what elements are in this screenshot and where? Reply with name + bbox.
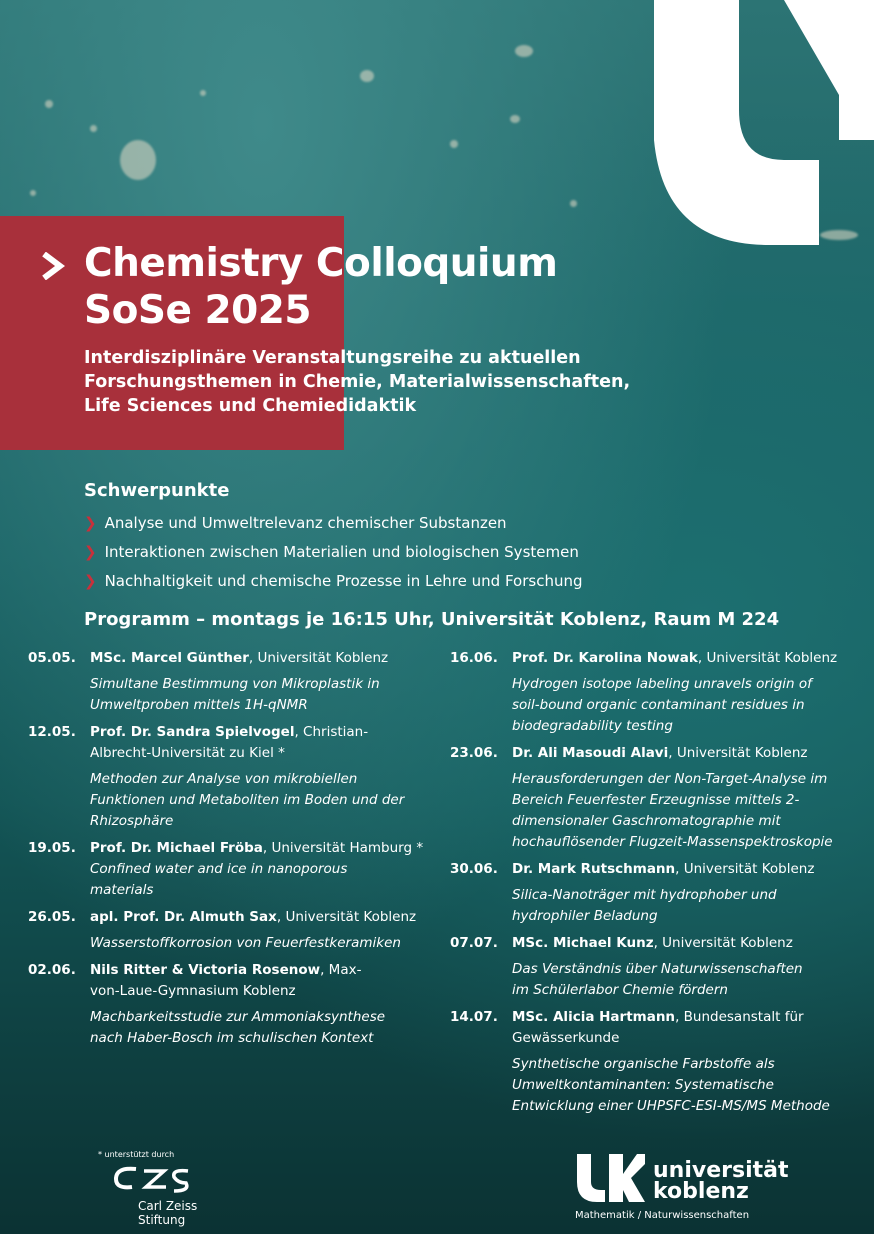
chevron-right-icon: ❯ [84,543,97,561]
chevron-right-icon [40,252,66,280]
entry-date: 23.06. [450,745,498,761]
speaker-name: Nils Ritter & Victoria Rosenow [90,962,321,978]
czs-monogram-icon [108,1163,198,1195]
program-heading: Programm – montags je 16:15 Uhr, Universität Koblenz, Raum M 224 [84,609,780,630]
entry-date: 12.05. [28,724,76,740]
program-entry [28,907,433,954]
speaker-affiliation: , Bundesanstalt für Gewässerkunde [512,1009,804,1046]
faculty-name: Mathematik / Naturwissenschaften [575,1210,750,1221]
uni-name-line-1: universität [653,1158,789,1183]
entry-talk-title: Wasserstoffkorrosion von Feuerfestkeramiken [90,935,401,951]
speaker-affiliation: , Max-von-Laue-Gymnasium Koblenz [90,962,362,999]
speaker-name: MSc. Michael Kunz [512,935,654,951]
speaker-affiliation: , Universität Koblenz [653,935,793,951]
program-entry [450,1007,860,1117]
chevron-right-icon: ❯ [84,572,97,590]
entry-speaker [90,960,390,1002]
speaker-name: Prof. Dr. Sandra Spielvogel [90,724,295,740]
entry-talk-title: Das Verständnis über Naturwissenschaften im Schülerlabor Chemie fördern [512,961,803,998]
speaker-affiliation: , Christian-Albrecht-Universität zu Kiel * [90,724,369,761]
focus-list [84,509,582,596]
program-entry [28,838,433,901]
subtitle-line-3: Life Sciences und Chemiedidaktik [84,396,417,416]
entry-date: 02.06. [28,962,76,978]
entry-date: 14.07. [450,1009,498,1025]
focus-item-text: Analyse und Umweltrelevanz chemischer Substanzen [104,514,507,532]
focus-item-text: Nachhaltigkeit und chemische Prozesse in Lehre und Forschung [104,572,583,590]
support-note: * unterstützt durch [98,1150,175,1159]
entry-speaker [512,648,860,669]
page-subtitle [84,346,644,418]
uk-logo-large-icon [584,0,874,245]
focus-item [84,567,582,596]
entry-talk-title: Silica-Nanoträger mit hydrophober und hydrophiler Beladung [512,887,777,924]
subtitle-line-1: Interdisziplinäre Veranstaltungsreihe zu aktuellen [84,348,581,368]
program-entry [450,933,860,1001]
entry-speaker [512,743,860,764]
program-entry [28,722,433,832]
entry-date: 30.06. [450,861,498,877]
carl-zeiss-stiftung-logo [98,1150,198,1227]
czs-name-line-2: Stiftung [138,1213,186,1227]
program-column-right [450,648,860,1117]
speaker-name: Dr. Ali Masoudi Alavi [512,745,669,761]
entry-date: 07.07. [450,935,498,951]
speaker-affiliation: , Universität Koblenz [675,861,815,877]
entry-talk-title: Methoden zur Analyse von mikrobiellen Funktionen und Metaboliten im Boden und der Rhizosphäre [90,771,405,829]
entry-date: 19.05. [28,840,76,856]
entry-talk-title: Synthetische organische Farbstoffe als Umweltkontaminanten: Systematische Entwicklung einer UHPSFC-ESI-MS/MS Methode [512,1056,830,1114]
focus-item [84,538,582,567]
program-entry [28,960,433,1049]
title-line-1: Chemistry Colloquium [84,241,558,286]
program-entry [28,648,433,716]
focus-item [84,509,582,538]
entry-speaker [90,907,433,928]
title-line-2: SoSe 2025 [84,288,312,333]
speaker-affiliation: , Universität Hamburg * [262,840,424,856]
speaker-name: MSc. Alicia Hartmann [512,1009,676,1025]
speaker-name: Dr. Mark Rutschmann [512,861,676,877]
entry-speaker [90,838,433,859]
entry-speaker [90,648,433,669]
entry-date: 05.05. [28,650,76,666]
entry-date: 16.06. [450,650,498,666]
speaker-name: Prof. Dr. Michael Fröba [90,840,263,856]
speaker-affiliation: , Universität Koblenz [697,650,838,666]
speaker-name: apl. Prof. Dr. Almuth Sax [90,909,277,925]
speaker-affiliation: , Universität Koblenz [248,650,389,666]
entry-talk-title: Hydrogen isotope labeling unravels origin of soil-bound organic contaminant residues in biodegradability testing [512,676,812,734]
entry-speaker [512,933,860,954]
czs-name-line-1: Carl Zeiss [138,1199,198,1213]
entry-speaker [512,1007,822,1049]
program-column-left [28,648,433,1049]
speaker-affiliation: , Universität Koblenz [668,745,808,761]
page-title [84,240,557,334]
entry-date: 26.05. [28,909,76,925]
entry-speaker [512,859,860,880]
subtitle-line-2: Forschungsthemen in Chemie, Materialwissenschaften, [84,372,631,392]
uni-name-line-2: koblenz [653,1179,749,1204]
chevron-right-icon: ❯ [84,514,97,532]
speaker-affiliation: , Universität Koblenz [276,909,417,925]
entry-talk-title: Herausforderungen der Non-Target-Analyse im Bereich Feuerfester Erzeugnisse mittels 2-dimensionaler Gaschromatographie mit hochauflösender Flugzeit-Massenspektroskopie [512,771,833,850]
focus-item-text: Interaktionen zwischen Materialien und biologischen Systemen [104,543,579,561]
entry-talk-title: Machbarkeitsstudie zur Ammoniaksynthese nach Haber-Bosch im schulischen Kontext [90,1009,386,1046]
focus-heading: Schwerpunkte [84,480,230,501]
program-entry [450,859,860,927]
entry-talk-title: Confined water and ice in nanoporous materials [90,861,348,898]
speaker-name: Prof. Dr. Karolina Nowak [512,650,698,666]
entry-talk-title: Simultane Bestimmung von Mikroplastik in Umweltproben mittels 1H-qNMR [90,676,380,713]
uk-logo-icon [575,1152,645,1202]
program-entry [450,648,860,737]
program-entry [450,743,860,853]
speaker-name: MSc. Marcel Günther [90,650,249,666]
entry-speaker [90,722,380,764]
